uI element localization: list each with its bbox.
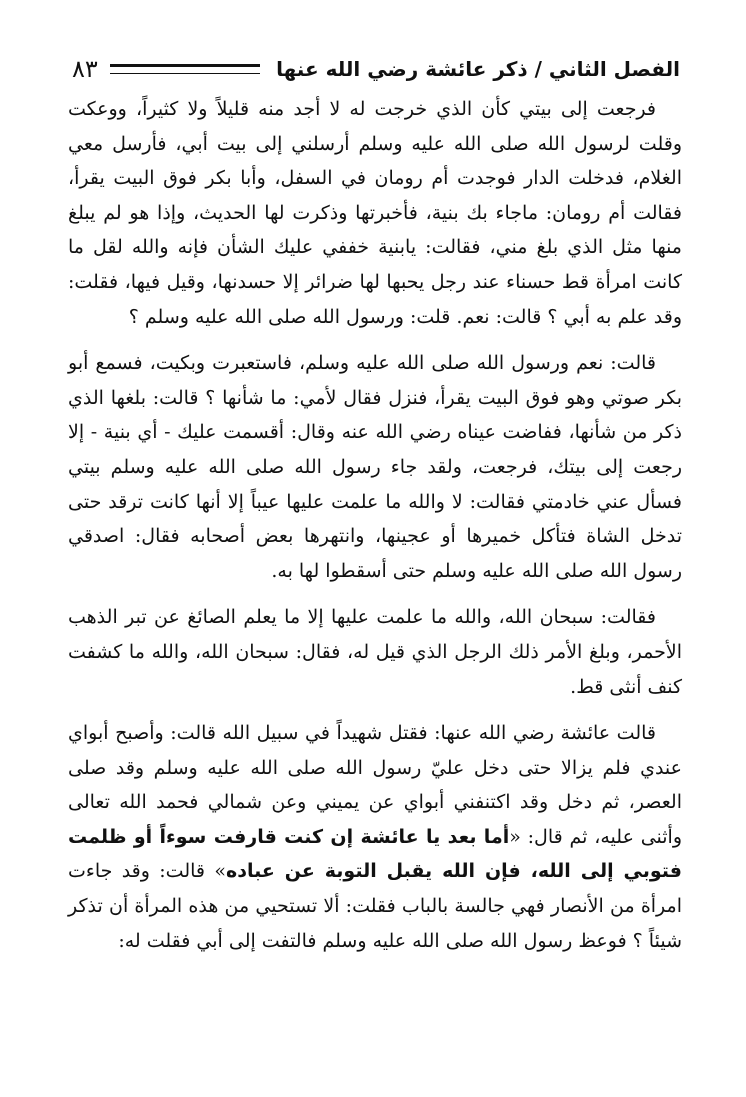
page-header	[72, 52, 680, 86]
hadith-quote: أما بعد يا عائشة إن كنت قارفت سوءاً أو ظلمت فتوبي إلى الله، فإن الله يقبل التوبة عن عباده	[68, 825, 682, 883]
page-body	[68, 92, 682, 958]
page-number: ٨٣	[72, 55, 98, 83]
header-rule	[110, 64, 260, 74]
paragraph-4-intro: قالت عائشة رضي الله عنها: فقتل شهيداً في سبيل الله قالت: وأصبح أبواي عندي فلم يزالا حتى دخل عليّ رسول الله صلى الله عليه وسلم وقد صلى العصر، ثم دخل وقد اكتنفني أبواي عن يميني وعن شمالي فحمد الله تعالى وأثنى عليه، ثم قال: «	[68, 722, 682, 848]
paragraph-2: قالت: نعم ورسول الله صلى الله عليه وسلم، فاستعبرت وبكيت، فسمع أبو بكر صوتي وهو فوق البيت يقرأ، فنزل فقال لأمي: ما شأنها ؟ قالت: بلغها الذي ذكر من شأنها، ففاضت عيناه رضي الله عنه وقال: أقسمت عليك - أي بنية - إلا رجعت إلى بيتك، فرجعت، ولقد جاء رسول الله صلى الله عليه وسلم بيتي فسأل عني خادمتي فقالت: لا والله ما علمت عليها عيباً إلا أنها كانت ترقد حتى تدخل الشاة فتأكل خميرها أو عجينها، وانتهرها بعض أصحابه فقال: اصدقي رسول الله صلى الله عليه وسلم حتى أسقطوا لها به.	[68, 352, 682, 582]
chapter-title: الفصل الثاني / ذكر عائشة رضي الله عنها	[276, 57, 680, 81]
paragraph-3: فقالت: سبحان الله، والله ما علمت عليها إلا ما يعلم الصائغ عن تبر الذهب الأحمر، وبلغ الأمر ذلك الرجل الذي قيل له، فقال: سبحان الله، والله ما كشفت كنف أنثى قط.	[68, 606, 682, 698]
paragraph-4	[68, 716, 682, 958]
paragraph-1: فرجعت إلى بيتي كأن الذي خرجت له لا أجد منه قليلاً ولا كثيراً، ووعكت وقلت لرسول الله صلى الله عليه وسلم أرسلني إلى بيت أبي، فأرسل معي الغلام، فدخلت الدار فوجدت أم رومان في السفل، وأبا بكر فوق البيت يقرأ، فقالت أم رومان: ماجاء بك بنية، فأخبرتها وذكرت لها الحديث، وإذا هو لم يبلغ منها مثل الذي بلغ مني، فقالت: يابنية خففي عليك الشأن فإنه والله لقل ما كانت امرأة قط حسناء عند رجل يحبها لها ضرائر إلا حسدنها، وقيل فيها، فقلت: وقد علم به أبي ؟ قالت: نعم. قلت: ورسول الله صلى الله عليه وسلم ؟	[68, 98, 682, 328]
paragraph-4-continuation: » قالت: وقد جاءت امرأة من الأنصار فهي جالسة بالباب فقلت: ألا تستحيي من هذه المرأة أن تذكر شيئاً ؟ فوعظ رسول الله صلى الله عليه وسلم فالتفت إلى أبي فقلت له:	[68, 860, 682, 952]
